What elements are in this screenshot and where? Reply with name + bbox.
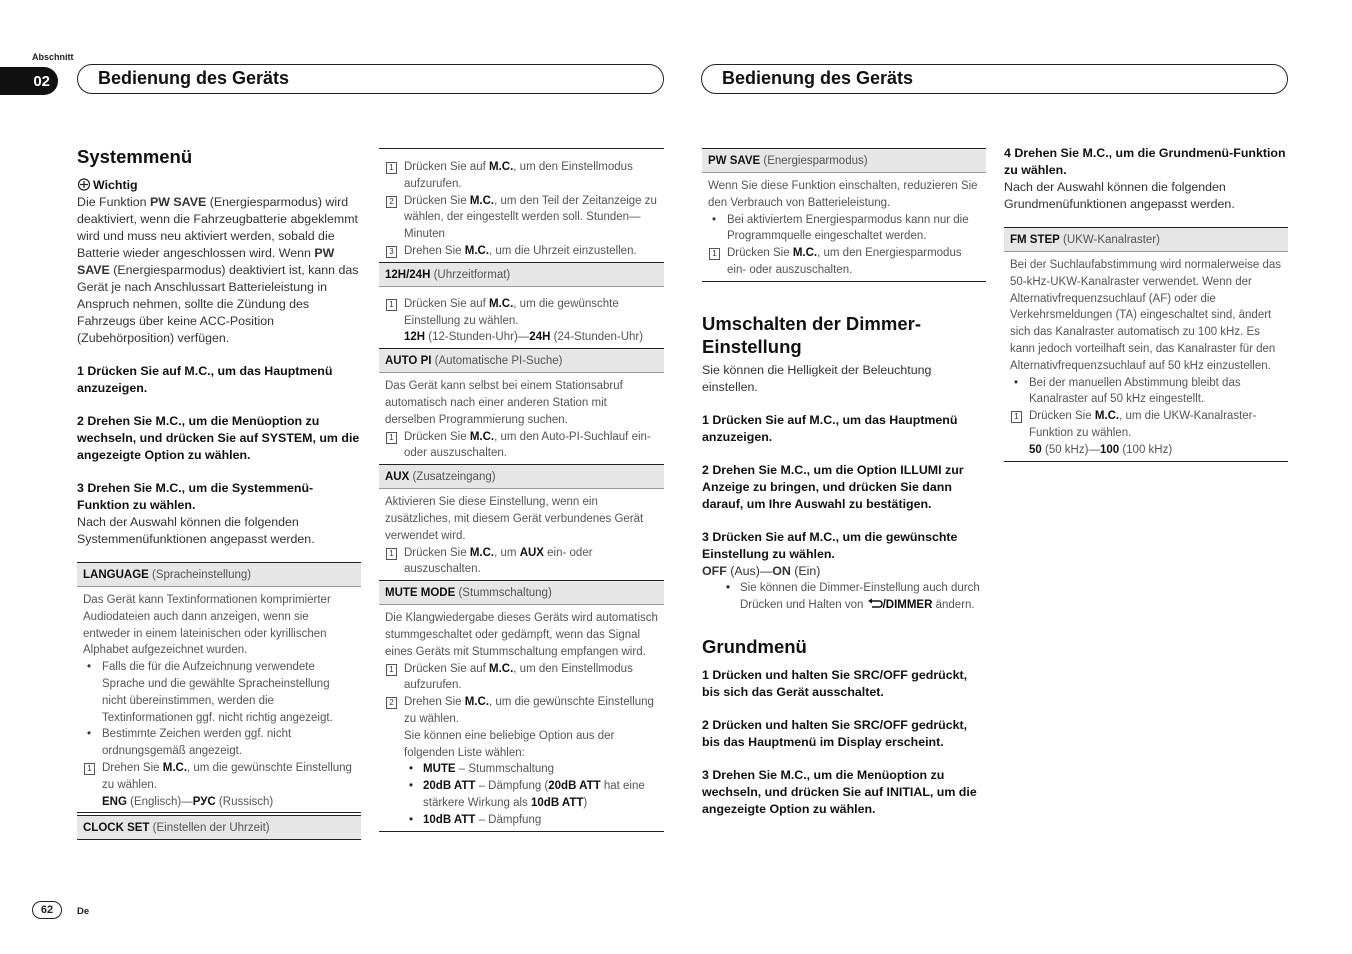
pw-save-box-title: PW SAVE (Energiesparmodus) xyxy=(702,148,986,173)
list-item: • Bei aktiviertem Energiesparmodus kann nur die Programmquelle eingeschaltet werden. xyxy=(708,212,980,246)
column-4 xyxy=(1004,145,1288,462)
list-item: • 20dB ATT – Dämpfung (20dB ATT hat eine stärkere Wirkung als 10dB ATT) xyxy=(385,778,658,812)
numbered-item: 1 Drücken Sie M.C., um den Energiesparmodus ein- oder auszuschalten. xyxy=(708,245,980,279)
list-item: • Bestimmte Zeichen werden ggf. nicht ordnungsgemäß angezeigt. xyxy=(83,726,355,760)
systemmenue-heading: Systemmenü xyxy=(77,146,193,167)
clock-set-box-title: CLOCK SET (Einstellen der Uhrzeit) xyxy=(77,815,361,840)
fm-step-box-body: Bei der Suchlaufabstimmung wird normalerweise das 50-kHz-UKW-Kanalraster verwendet. Wenn der Alternativfrequenzsuchlauf (AF) oder die Verkehrsmeldungen (TA) eingeschaltet sind, ändert sich das Kanalraster automatisch zu 100 kHz. Es kann jedoch vorteilhaft sein, das Kanalraster für den Alternativfrequenzsuchlauf auf 50 kHz einzustellen. • Bei der manuellen Abstimmung bleibt das Kanalraster auf 50 kHz eingestellt. 1 Drücken Sie M.C., um die UKW-Kanalraster-Funktion zu wählen. 50 (50 kHz)—100 (100 kHz) xyxy=(1004,252,1288,462)
time-format-box-body xyxy=(379,287,664,348)
grund-step-1: 1 Drücken und halten Sie SRC/OFF gedrückt, bis sich das Gerät ausschaltet. xyxy=(702,668,968,700)
auto-pi-box-title: AUTO PI (Automatische PI-Suche) xyxy=(379,348,664,373)
numbered-item: 1 Drücken Sie M.C., um den Auto-PI-Suchlauf ein- oder auszuschalten. xyxy=(385,429,658,463)
option-list: ENG (Englisch)—РУС (Russisch) xyxy=(102,795,274,808)
dimmer-step-3: 3 Drücken Sie auf M.C., um die gewünschte Einstellung zu wählen. xyxy=(702,529,958,561)
list-item: • 10dB ATT – Dämpfung xyxy=(385,812,658,829)
grund-step-3: 3 Drehen Sie M.C., um die Menüoption zu wechseln, und drücken Sie auf INITIAL, um die angezeigte Option zu wählen. xyxy=(702,768,977,817)
step-2: 2 Drehen Sie M.C., um die Menüoption zu wechseln, und drücken Sie auf SYSTEM, um die angezeigte Option zu wählen. xyxy=(77,414,360,462)
fm-step-box-title: FM STEP (UKW-Kanalraster) xyxy=(1004,227,1288,252)
time-format-box-title: 12H/24H (Uhrzeitformat) xyxy=(379,262,664,287)
column-1 xyxy=(77,145,361,840)
page-number: 62 xyxy=(32,901,62,919)
option-list: 50 (50 kHz)—100 (100 kHz) xyxy=(1029,443,1173,456)
language-code: De xyxy=(77,906,90,917)
numbered-item: 2 Drehen Sie M.C., um die gewünschte Einstellung zu wählen. xyxy=(385,694,658,728)
wichtig-text: Die Funktion PW SAVE (Energiesparmodus) wird deaktiviert, wenn die Fahrzeugbatterie abgeklemmt wird und muss neu aktiviert werden, sobald die Batterie wieder angeschlossen wird. Wenn PW SAVE (Energiesparmodus) deaktiviert ist, kann das Gerät je nach Anschlussart Batterieleistung in Anspruch nehmen, sollte die Zündung des Fahrzeugs über keine ACC-Position (Zubehörposition) verfügen. xyxy=(77,195,359,345)
list-item: • MUTE – Stummschaltung xyxy=(385,761,658,778)
aux-box-title: AUX (Zusatzeingang) xyxy=(379,464,664,489)
warning-hand-icon xyxy=(77,178,91,191)
step-3-text: Nach der Auswahl können die folgenden Systemmenüfunktionen angepasst werden. xyxy=(77,515,315,546)
step-1: 1 Drücken Sie auf M.C., um das Hauptmenü anzuzeigen. xyxy=(77,364,333,395)
numbered-item: 3 Drehen Sie M.C., um die Uhrzeit einzustellen. xyxy=(385,243,658,260)
dimmer-step-2: 2 Drehen Sie M.C., um die Option ILLUMI zur Anzeige zu bringen, und drücken Sie dann darauf, um Ihre Auswahl zu bestätigen. xyxy=(702,462,964,511)
language-box-body: Das Gerät kann Textinformationen komprimierter Audiodateien auch dann anzeigen, wenn sie entweder in einem lateinischen oder kyrillischen Alphabet aufgezeichnet wurden. • Falls die für die Aufzeichnung verwendete Sprache und die gewählte Spracheinstellung nicht übereinstimmen, werden die Textinformationen ggf. nicht richtig angezeigt. • Bestimmte Zeichen werden ggf. nicht ordnungsgemäß angezeigt. 1 Drehen Sie M.C., um die gewünschte Einstellung zu wählen. ENG (Englisch)—РУС (Russisch) xyxy=(77,587,361,813)
auto-pi-box-body: Das Gerät kann selbst bei einem Stationsabruf automatisch nach einer anderen Station mit derselben Programmierung suchen. 1 Drücken Sie M.C., um den Auto-PI-Suchlauf ein- oder auszuschalten. xyxy=(379,373,664,464)
numbered-item: 1 Drücken Sie M.C., um AUX ein- oder auszuschalten. xyxy=(385,545,658,579)
mute-mode-box-body: Die Klangwiedergabe dieses Geräts wird automatisch stummgeschaltet oder gedämpft, wenn das Signal eines Geräts mit Stummschaltung empfangen wird. 1 Drücken Sie auf M.C., um den Einstellmodus aufzurufen. 2 Drehen Sie M.C., um die gewünschte Einstellung zu wählen. Sie können eine beliebige Option aus der folgenden Liste wählen: • MUTE – Stummschaltung • 20dB ATT – Dämpfung (20dB ATT hat eine stärkere Wirkung als 10dB ATT) • 10dB ATT – Dämpfung xyxy=(379,605,664,831)
list-item: • Falls die für die Aufzeichnung verwendete Sprache und die gewählte Spracheinstellung nicht übereinstimmen, werden die Textinformationen ggf. nicht richtig angezeigt. xyxy=(83,659,355,726)
step-4: 4 Drehen Sie M.C., um die Grundmenü-Funktion zu wählen. xyxy=(1004,146,1286,177)
grund-step-2: 2 Drücken und halten Sie SRC/OFF gedrückt, bis das Hauptmenü im Display erscheint. xyxy=(702,718,968,750)
column-2 xyxy=(379,148,664,832)
list-item: • Sie können die Dimmer-Einstellung auch durch Drücken und Halten von /DIMMER ändern. xyxy=(702,580,986,614)
left-header-title: Bedienung des Geräts xyxy=(77,64,664,94)
numbered-item: 1 Drücken Sie auf M.C., um die gewünschte Einstellung zu wählen. xyxy=(385,296,658,330)
list-item: • Bei der manuellen Abstimmung bleibt das Kanalraster auf 50 kHz eingestellt. xyxy=(1010,375,1282,409)
clock-set-steps xyxy=(379,148,664,262)
mute-mode-box-title: MUTE MODE (Stummschaltung) xyxy=(379,580,664,605)
aux-box-body: Aktivieren Sie diese Einstellung, wenn ein zusätzliches, mit diesem Gerät verbundenes Gerät verwendet wird. 1 Drücken Sie M.C., um AUX ein- oder auszuschalten. xyxy=(379,489,664,580)
language-box-title: LANGUAGE (Spracheinstellung) xyxy=(77,562,361,587)
wichtig-label: Wichtig xyxy=(93,178,138,192)
grundmenue-heading: Grundmenü xyxy=(702,636,807,658)
dimmer-step-1: 1 Drücken Sie auf M.C., um das Hauptmenü anzuzeigen. xyxy=(702,412,958,444)
back-arrow-icon xyxy=(867,598,883,608)
dimmer-text: Sie können die Helligkeit der Beleuchtung einstellen. xyxy=(702,362,932,394)
numbered-item: 1 Drücken Sie auf M.C., um den Einstellmodus aufzurufen. xyxy=(385,661,658,695)
section-number-badge: 02 xyxy=(0,67,58,95)
column-3 xyxy=(702,148,986,818)
numbered-item: 1 Drücken Sie auf M.C., um den Einstellmodus aufzurufen. xyxy=(385,159,658,193)
wichtig-note-title xyxy=(77,177,361,194)
dimmer-heading: Umschalten der Dimmer-Einstellung xyxy=(702,312,921,357)
right-header-title: Bedienung des Geräts xyxy=(701,64,1288,94)
section-label: Abschnitt xyxy=(32,52,74,62)
step-3: 3 Drehen Sie M.C., um die Systemmenü-Funktion zu wählen. xyxy=(77,481,314,512)
option-list: 12H (12-Stunden-Uhr)—24H (24-Stunden-Uhr) xyxy=(404,331,644,344)
dimmer-options: OFF (Aus)—ON (Ein) xyxy=(702,563,821,578)
numbered-item: 2 Drücken Sie M.C., um den Teil der Zeitanzeige zu wählen, der eingestellt werden soll. Stunden—Minuten xyxy=(385,193,658,243)
numbered-item: 1 Drehen Sie M.C., um die gewünschte Einstellung zu wählen. xyxy=(83,760,355,794)
numbered-item: 1 Drücken Sie M.C., um die UKW-Kanalraster-Funktion zu wählen. xyxy=(1010,408,1282,442)
step-4-text: Nach der Auswahl können die folgenden Grundmenüfunktionen angepasst werden. xyxy=(1004,180,1235,211)
pw-save-box-body: Wenn Sie diese Funktion einschalten, reduzieren Sie den Verbrauch von Batterieleistung. • Bei aktiviertem Energiesparmodus kann nur die Programmquelle eingeschaltet werden. 1 Drücken Sie M.C., um den Energiesparmodus ein- oder auszuschalten. xyxy=(702,173,986,282)
